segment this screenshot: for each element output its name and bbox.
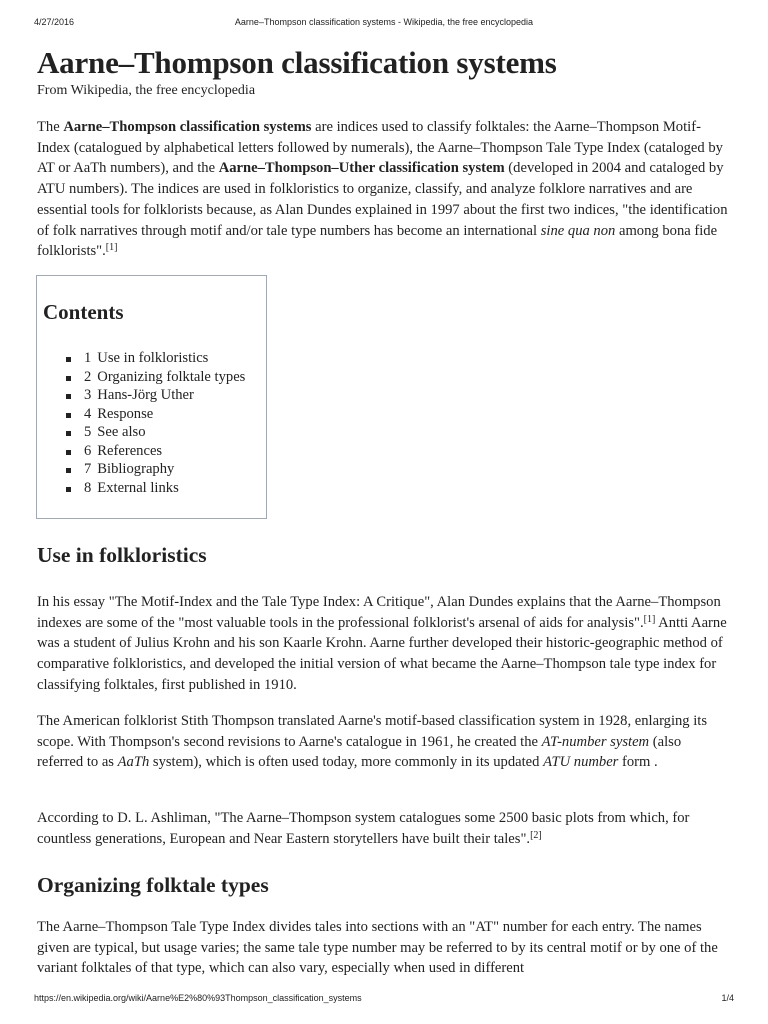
print-page-title: Aarne–Thompson classification systems - Wikipedia, the free encyclopedia — [234, 17, 534, 27]
print-header — [34, 17, 734, 29]
intro-bold-term-2: Aarne–Thompson–Uther classification system — [218, 160, 505, 177]
intro-text-1: The — [37, 119, 64, 135]
print-url: https://en.wikipedia.org/wiki/Aarne%E2%80%93Thompson_classification_systems — [34, 993, 362, 1003]
toc-number: 1 — [84, 350, 92, 366]
italic-term-aath: AaTh — [117, 754, 150, 771]
reference-link-1[interactable]: [1] — [105, 242, 118, 254]
toc-number: 4 — [84, 405, 92, 422]
paragraph-ashliman-quote — [37, 808, 730, 849]
print-page-number: 1/4 — [721, 993, 734, 1003]
toc-label: Organizing folktale types — [97, 368, 246, 385]
toc-number: 6 — [84, 442, 92, 459]
paragraph-text: system), which is often used today, more commonly in its updated — [149, 754, 544, 771]
toc-label: Use in folkloristics — [97, 350, 209, 366]
toc-label: References — [97, 442, 163, 459]
intro-text-2: are indices used to classify folktales: the Aarne–Thompson Motif-Index (catalogued by alphabetical letters followed by numerals), the Aarne–Thompson Tale Type Index (cataloged by AT or AaTh numbers), and the — [37, 119, 723, 177]
site-tagline: From Wikipedia, the free encyclopedia — [37, 83, 256, 98]
section-heading-organizing-folktale-types: Organizing folktale types — [37, 873, 269, 897]
toc-item-external-links[interactable] — [66, 479, 245, 498]
toc-number: 2 — [84, 368, 92, 385]
paragraph-dundes-essay — [37, 592, 730, 696]
toc-label: See also — [97, 424, 146, 440]
toc-item-organizing-folktale-types[interactable] — [66, 368, 245, 387]
toc-number: 3 — [84, 387, 92, 403]
page-title: Aarne–Thompson classification systems — [37, 45, 557, 80]
toc-list — [66, 349, 245, 497]
toc-item-hans-jorg-uther[interactable] — [66, 386, 245, 405]
toc-item-references[interactable] — [66, 442, 245, 461]
table-of-contents — [36, 275, 267, 519]
intro-bold-term-1: Aarne–Thompson classification systems — [63, 119, 312, 135]
paragraph-text: According to D. L. Ashliman, "The Aarne–Thompson system catalogues some 2500 basic plots from which, for countless generations, European and Near Eastern storytellers have built their tales". — [37, 810, 690, 847]
toc-label: Hans-Jörg Uther — [97, 387, 194, 403]
intro-text-3: (developed in 2004 and cataloged by ATU numbers). The indices are used in folkloristics to organize, classify, and analyze folklore narratives and are essential tools for folklorists because, as Alan Dundes explained in 1997 about the first two indices, "the identification of folk narratives through motif and/or tale type numbers has become an international — [37, 160, 728, 239]
toc-label: Response — [97, 405, 154, 422]
section-heading-use-in-folkloristics: Use in folkloristics — [37, 543, 207, 567]
paragraph-stith-thompson — [37, 711, 730, 773]
reference-link-1b[interactable]: [1] — [643, 613, 656, 625]
paragraph-text: form . — [618, 754, 658, 771]
toc-number: 5 — [84, 424, 92, 440]
toc-label: Bibliography — [97, 461, 175, 477]
paragraph-text: The American folklorist Stith Thompson translated Aarne's motif-based classification system in 1928, enlarging its scope. With Thompson's second revisions to Aarne's catalogue in 1961, he created the — [37, 713, 708, 750]
paragraph-text: In his essay "The Motif-Index and the Tale Type Index: A Critique", Alan Dundes explains that the Aarne–Thompson indexes are some of the "most valuable tools in the professional folklorist's arsenal of aids for analysis". — [37, 594, 721, 631]
toc-item-bibliography[interactable] — [66, 460, 245, 479]
intro-text-4: among bona fide folklorists". — [37, 222, 718, 260]
paragraph-text: (also referred to as — [37, 733, 682, 771]
italic-term-at-number: AT-number system — [541, 733, 650, 750]
toc-label: External links — [97, 479, 179, 496]
paragraph-tale-type-index: The Aarne–Thompson Tale Type Index divides tales into sections with an "AT" number for each entry. The names given are typical, but usage varies; the same tale type number may be referred to by its central motif or by one of the variant folktales of that type, which can also vary, especially when used in different — [37, 919, 718, 977]
article-content — [37, 44, 730, 977]
toc-title: Contents — [43, 300, 124, 324]
toc-item-use-in-folkloristics[interactable] — [66, 349, 245, 368]
print-date: 4/27/2016 — [34, 17, 75, 27]
toc-item-response[interactable] — [66, 405, 245, 424]
reference-link-2[interactable]: [2] — [530, 829, 542, 841]
toc-item-see-also[interactable] — [66, 423, 245, 442]
toc-number: 8 — [84, 479, 92, 496]
paragraph-text: Antti Aarne was a student of Julius Krohn and his son Kaarle Krohn. Aarne further developed their historic-geographic method of comparative folkloristics, and developed the initial version of what became the Aarne–Thompson tale type index for classifying folktales, first published in 1910. — [37, 614, 727, 693]
toc-number: 7 — [84, 461, 92, 477]
print-footer — [34, 993, 734, 1005]
italic-term-atu: ATU number — [543, 754, 619, 771]
intro-italic-term: sine qua non — [540, 222, 616, 239]
intro-paragraph — [37, 117, 730, 262]
